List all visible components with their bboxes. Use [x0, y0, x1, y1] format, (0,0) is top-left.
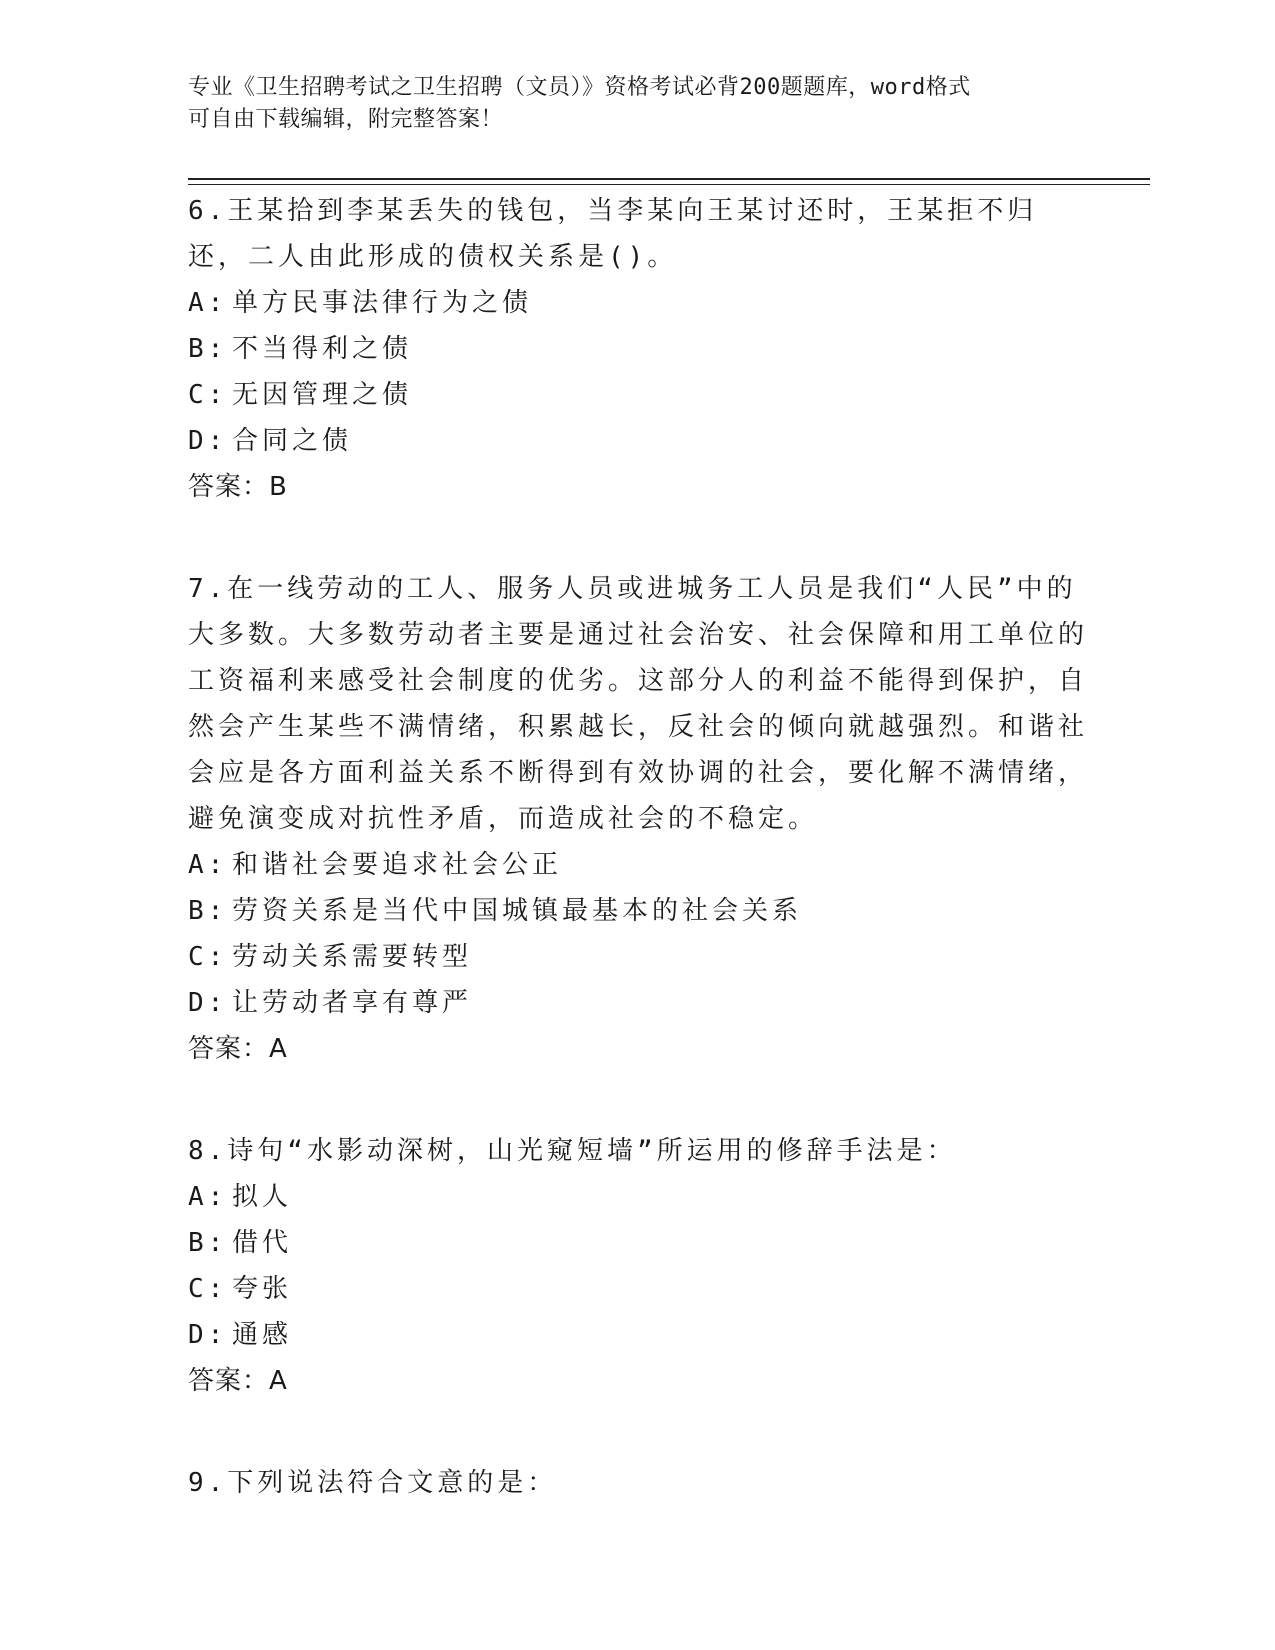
option-c	[188, 372, 1088, 418]
option-text: 单方民事法律行为之债	[232, 288, 533, 318]
option-letter: C:	[188, 942, 228, 972]
option-b	[188, 1220, 1088, 1266]
question-6	[188, 188, 1088, 510]
option-text: 通感	[232, 1320, 293, 1350]
option-letter: B:	[188, 1228, 228, 1258]
question-8	[188, 1128, 1088, 1404]
option-letter: C:	[188, 1274, 228, 1304]
option-d	[188, 1312, 1088, 1358]
option-letter: D:	[188, 1320, 228, 1350]
answer-line: 答案：A	[188, 1034, 288, 1064]
option-text: 劳动关系需要转型	[232, 942, 473, 972]
option-a	[188, 1174, 1088, 1220]
option-letter: C:	[188, 380, 228, 410]
answer-line: 答案：B	[188, 472, 288, 502]
option-text: 不当得利之债	[232, 334, 413, 364]
option-text: 合同之债	[232, 426, 353, 456]
option-text: 拟人	[232, 1182, 293, 1212]
option-b	[188, 888, 1088, 934]
option-a	[188, 842, 1088, 888]
option-letter: B:	[188, 334, 228, 364]
option-letter: A:	[188, 850, 228, 880]
option-d	[188, 980, 1088, 1026]
option-text: 劳资关系是当代中国城镇最基本的社会关系	[232, 896, 803, 926]
option-a	[188, 280, 1088, 326]
question-stem: 8.诗句“水影动深树，山光窥短墙”所运用的修辞手法是：	[188, 1136, 957, 1166]
option-c	[188, 1266, 1088, 1312]
header-line-1: 专业《卫生招聘考试之卫生招聘（文员）》资格考试必背200题题库，word格式	[188, 75, 971, 100]
option-letter: A:	[188, 288, 228, 318]
question-stem: 7.在一线劳动的工人、服务人员或进城务工人员是我们“人民”中的大多数。大多数劳动者主要是通过社会治安、社会保障和用工单位的工资福利来感受社会制度的优劣。这部分人的利益不能得到保护，自然会产生某些不满情绪，积累越长，反社会的倾向就越强烈。和谐社会应是各方面利益关系不断得到有效协调的社会，要化解不满情绪，避免演变成对抗性矛盾，而造成社会的不稳定。	[188, 574, 1089, 834]
option-text: 让劳动者享有尊严	[232, 988, 473, 1018]
question-7	[188, 566, 1088, 1072]
option-text: 夸张	[232, 1274, 293, 1304]
option-letter: B:	[188, 896, 228, 926]
option-text: 借代	[232, 1228, 293, 1258]
question-9	[188, 1460, 1088, 1506]
question-stem: 6.王某拾到李某丢失的钱包，当李某向王某讨还时，王某拒不归还，二人由此形成的债权关系是()。	[188, 196, 1038, 272]
option-b	[188, 326, 1088, 372]
question-stem: 9.下列说法符合文意的是：	[188, 1468, 558, 1498]
option-text: 和谐社会要追求社会公正	[232, 850, 563, 880]
answer-line: 答案：A	[188, 1366, 288, 1396]
option-letter: D:	[188, 426, 228, 456]
document-header	[188, 72, 1088, 136]
option-d	[188, 418, 1088, 464]
header-divider-thin	[188, 184, 1150, 185]
header-line-2: 可自由下载编辑，附完整答案！	[188, 107, 504, 132]
option-text: 无因管理之债	[232, 380, 413, 410]
option-c	[188, 934, 1088, 980]
option-letter: A:	[188, 1182, 228, 1212]
header-divider-thick	[188, 178, 1150, 180]
question-list	[188, 188, 1088, 1562]
option-letter: D:	[188, 988, 228, 1018]
